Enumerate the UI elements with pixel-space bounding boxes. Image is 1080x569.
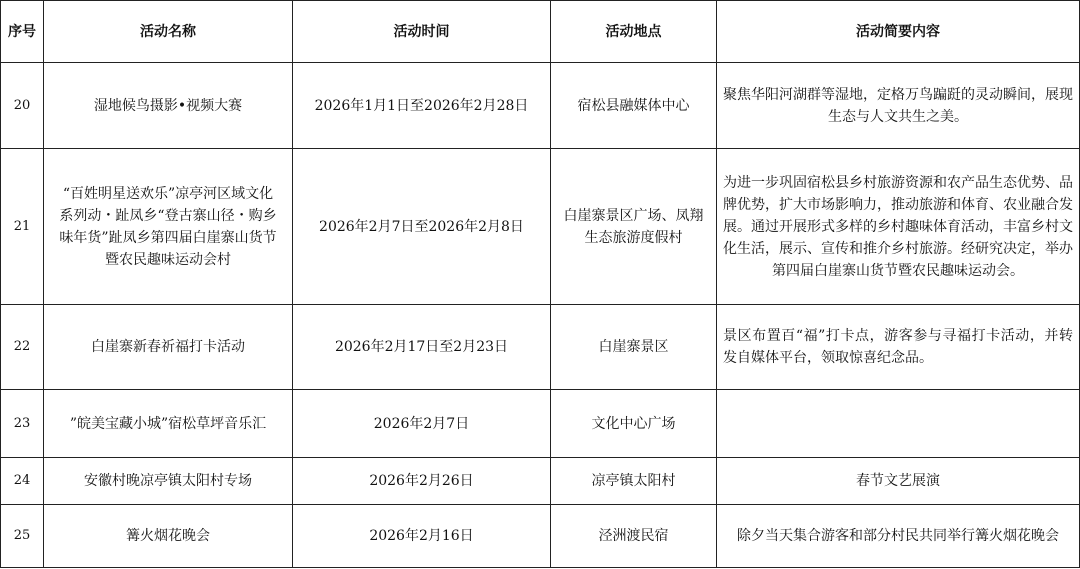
row-place: 泾洲渡民宿 [551,505,717,568]
table-row [1,458,1080,505]
table-row [1,390,1080,458]
row-no: 21 [1,149,44,305]
row-name: “百姓明星送欢乐”凉亭河区域文化系列动・趾凤乡“登古寨山径・购乡味年货”趾凤乡第四届白崖寨山货节暨农民趣味运动会村 [44,149,293,305]
row-desc: 除夕当天集合游客和部分村民共同举行篝火烟花晚会 [717,505,1080,568]
row-no: 23 [1,390,44,458]
row-desc: 为进一步巩固宿松县乡村旅游资源和农产品生态优势、品牌优势，扩大市场影响力，推动旅游和体育、农业融合发展。通过开展形式多样的乡村趣味体育活动，丰富乡村文化生活，展示、宣传和推介乡村旅游。经研究决定，举办第四届白崖寨山货节暨农民趣味运动会。 [717,149,1080,305]
row-time: 2026年1月1日至2026年2月28日 [293,63,551,149]
row-desc [717,390,1080,458]
row-desc: 聚焦华阳河湖群等湿地，定格万鸟蹁跹的灵动瞬间，展现生态与人文共生之美。 [717,63,1080,149]
row-time: 2026年2月7日至2026年2月8日 [293,149,551,305]
header-time: 活动时间 [293,1,551,63]
row-place: 白崖寨景区广场、凤翔生态旅游度假村 [551,149,717,305]
row-name: 篝火烟花晚会 [44,505,293,568]
header-name: 活动名称 [44,1,293,63]
row-time: 2026年2月7日 [293,390,551,458]
row-name: 白崖寨新春祈福打卡活动 [44,305,293,390]
row-name: 安徽村晚凉亭镇太阳村专场 [44,458,293,505]
row-place: 宿松县融媒体中心 [551,63,717,149]
row-time: 2026年2月17日至2月23日 [293,305,551,390]
row-no: 24 [1,458,44,505]
row-place: 白崖寨景区 [551,305,717,390]
row-no: 20 [1,63,44,149]
row-time: 2026年2月16日 [293,505,551,568]
row-name: 湿地候鸟摄影•视频大赛 [44,63,293,149]
table-row [1,149,1080,305]
row-desc: 景区布置百“福”打卡点，游客参与寻福打卡活动，并转发自媒体平台，领取惊喜纪念品。 [717,305,1080,390]
table-row [1,305,1080,390]
row-desc: 春节文艺展演 [717,458,1080,505]
table-row [1,505,1080,568]
table-header-row [1,1,1080,63]
row-no: 25 [1,505,44,568]
row-name: ”皖美宝藏小城”宿松草坪音乐汇 [44,390,293,458]
row-place: 凉亭镇太阳村 [551,458,717,505]
header-no: 序号 [1,1,44,63]
row-time: 2026年2月26日 [293,458,551,505]
header-desc: 活动简要内容 [717,1,1080,63]
table-row [1,63,1080,149]
row-place: 文化中心广场 [551,390,717,458]
header-place: 活动地点 [551,1,717,63]
row-no: 22 [1,305,44,390]
